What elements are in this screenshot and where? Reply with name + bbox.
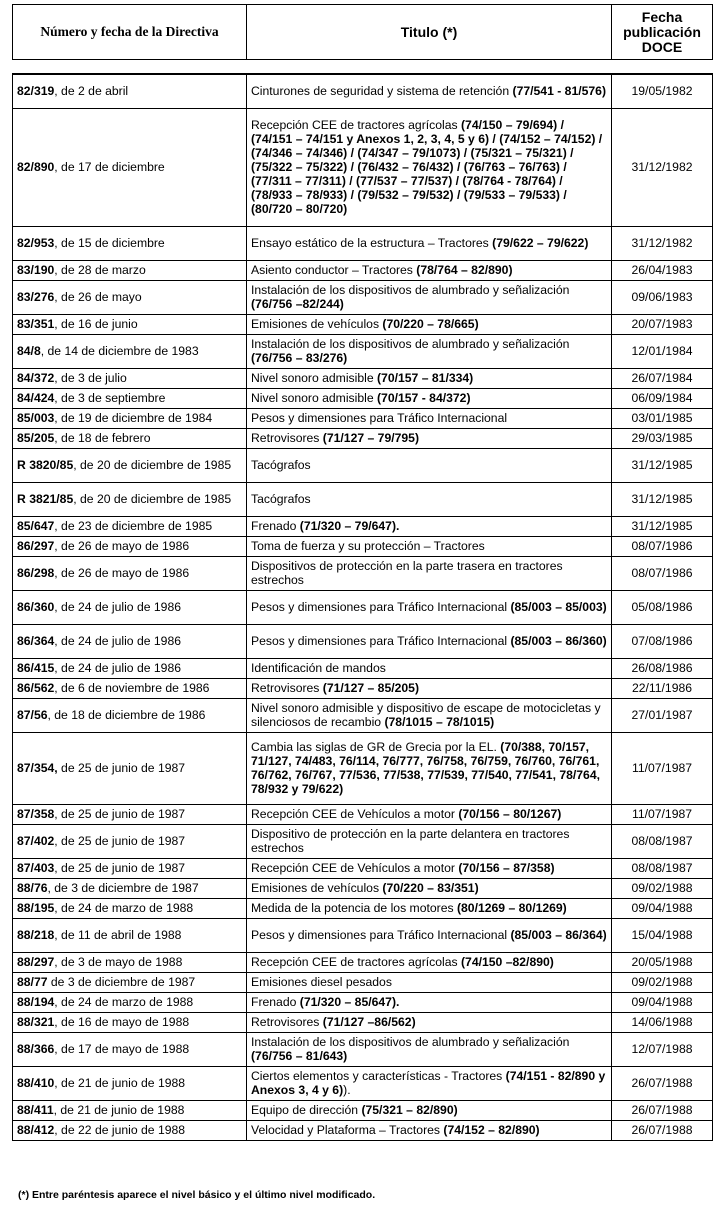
title-reference: (70/388, 70/157, 71/127, 74/483, 76/114, 76/777, 76/758, 76/759, 76/760, 76/761, 76/762, 76/767, 77/536, 77/538, 77/539, 77/540, 77/541, 78/764, 78/932 y 79/622) — [251, 740, 601, 796]
title-text: Tacógrafos — [251, 492, 311, 506]
title-cell — [247, 992, 612, 1012]
title-cell — [247, 482, 612, 516]
directive-date: , de 17 de diciembre — [54, 160, 165, 174]
title-cell — [247, 556, 612, 590]
table-row — [13, 516, 713, 536]
directive-number: 87/358 — [17, 807, 55, 821]
directive-number: 86/298 — [17, 566, 55, 580]
title-reference: (76/756 – 83/276) — [251, 351, 348, 365]
directive-date: , de 14 de diciembre de 1983 — [40, 344, 199, 358]
publication-date: 08/07/1986 — [612, 556, 713, 590]
directive-cell — [13, 1066, 247, 1100]
title-text: Asiento conductor – Tractores — [251, 263, 417, 277]
title-text: Medida de la potencia de los motores — [251, 901, 457, 915]
table-row — [13, 74, 713, 108]
title-cell — [247, 408, 612, 428]
table-row — [13, 678, 713, 698]
directive-date: , de 25 de junio de 1987 — [54, 861, 186, 875]
title-text: Equipo de dirección — [251, 1103, 362, 1117]
title-cell — [247, 1100, 612, 1120]
header-title: Titulo (*) — [247, 5, 612, 60]
directive-date: de 3 de diciembre de 1987 — [47, 975, 196, 989]
directive-number: R 3820/85 — [17, 458, 74, 472]
publication-date: 31/12/1982 — [612, 108, 713, 226]
publication-date: 26/07/1988 — [612, 1120, 713, 1140]
directive-date: , de 22 de junio de 1988 — [54, 1123, 186, 1137]
publication-date: 15/04/1988 — [612, 918, 713, 952]
directive-cell — [13, 624, 247, 658]
directive-date: , de 26 de mayo de 1986 — [54, 566, 190, 580]
publication-date: 08/08/1987 — [612, 858, 713, 878]
title-text: Nivel sonoro admisible y dispositivo de escape de motocicletas y silenciosos de recambio — [251, 701, 601, 729]
title-text: Nivel sonoro admisible — [251, 391, 377, 405]
title-cell — [247, 448, 612, 482]
title-reference: (71/127 –86/562) — [322, 1015, 416, 1029]
title-cell — [247, 314, 612, 334]
title-text: Pesos y dimensiones para Tráfico Internacional — [251, 634, 511, 648]
directive-cell — [13, 698, 247, 732]
directive-cell — [13, 590, 247, 624]
directive-date: , de 3 de julio — [54, 371, 127, 385]
directive-cell — [13, 536, 247, 556]
directive-date: , de 24 de julio de 1986 — [54, 600, 182, 614]
title-text: Frenado — [251, 519, 300, 533]
title-text: Nivel sonoro admisible — [251, 371, 377, 385]
directive-number: 88/195 — [17, 901, 55, 915]
directive-date: , de 24 de marzo de 1988 — [54, 995, 194, 1009]
table-row — [13, 658, 713, 678]
directive-date: de 25 de junio de 1987 — [57, 761, 186, 775]
title-text: Emisiones de vehículos — [251, 881, 383, 895]
title-text: Dispositivo de protección en la parte delantera en tractores estrechos — [251, 827, 570, 855]
directive-number: 88/297 — [17, 955, 55, 969]
directive-cell — [13, 898, 247, 918]
title-cell — [247, 74, 612, 108]
directive-cell — [13, 74, 247, 108]
table-row — [13, 918, 713, 952]
title-cell — [247, 590, 612, 624]
directive-cell — [13, 824, 247, 858]
directive-number: 85/003 — [17, 411, 55, 425]
table-row — [13, 536, 713, 556]
title-reference: (75/321 – 82/890) — [361, 1103, 458, 1117]
title-reference: (71/127 – 79/795) — [322, 431, 420, 445]
title-reference: (71/320 – 79/647). — [299, 519, 400, 533]
publication-date: 31/12/1985 — [612, 482, 713, 516]
title-cell — [247, 952, 612, 972]
table-row — [13, 280, 713, 314]
directive-date: , de 24 de julio de 1986 — [54, 661, 182, 675]
directive-date: , de 21 de junio de 1988 — [54, 1076, 186, 1090]
title-text: Retrovisores — [251, 681, 323, 695]
title-reference: (85/003 – 85/003) — [510, 600, 607, 614]
header-row — [13, 5, 713, 60]
directive-date: , de 16 de junio — [54, 317, 138, 331]
table-row — [13, 590, 713, 624]
title-reference: (79/622 – 79/622) — [492, 236, 589, 250]
header-pub-line3: DOCE — [641, 38, 683, 55]
directive-cell — [13, 428, 247, 448]
publication-date: 19/05/1982 — [612, 74, 713, 108]
table-row — [13, 260, 713, 280]
directive-number: 84/8 — [17, 344, 41, 358]
title-cell — [247, 334, 612, 368]
directive-cell — [13, 516, 247, 536]
directive-cell — [13, 732, 247, 804]
title-text: Emisiones de vehículos — [251, 317, 383, 331]
title-text: Frenado — [251, 995, 300, 1009]
title-cell — [247, 858, 612, 878]
table-row — [13, 804, 713, 824]
directive-cell — [13, 1012, 247, 1032]
directive-cell — [13, 804, 247, 824]
directive-number: 87/354, — [17, 761, 58, 775]
title-text: Emisiones diesel pesados — [251, 975, 392, 989]
directive-number: 85/647 — [17, 519, 55, 533]
title-cell — [247, 1032, 612, 1066]
title-text: Tacógrafos — [251, 458, 311, 472]
directive-date: , de 25 de junio de 1987 — [54, 807, 186, 821]
directive-date: , de 16 de mayo de 1988 — [54, 1015, 190, 1029]
directive-cell — [13, 226, 247, 260]
title-text: Cambia las siglas de GR de Grecia por la EL. — [251, 740, 501, 754]
title-text: Dispositivos de protección en la parte trasera en tractores estrechos — [251, 559, 563, 587]
directive-date: , de 24 de julio de 1986 — [54, 634, 182, 648]
directive-number: 82/319 — [17, 84, 55, 99]
table-row — [13, 368, 713, 388]
table-row — [13, 1032, 713, 1066]
title-cell — [247, 658, 612, 678]
publication-date: 27/01/1987 — [612, 698, 713, 732]
publication-date: 09/06/1983 — [612, 280, 713, 314]
title-cell — [247, 368, 612, 388]
directive-number: 88/410 — [17, 1076, 55, 1090]
directive-cell — [13, 280, 247, 314]
directive-cell — [13, 952, 247, 972]
directive-number: 88/218 — [17, 928, 55, 942]
title-text: Pesos y dimensiones para Tráfico Internacional — [251, 600, 511, 614]
title-reference: (70/156 – 80/1267) — [458, 807, 562, 821]
publication-date: 09/02/1988 — [612, 972, 713, 992]
publication-date: 26/07/1984 — [612, 368, 713, 388]
table-row — [13, 1066, 713, 1100]
table-row — [13, 482, 713, 516]
footnote: (*) Entre paréntesis aparece el nivel básico y el último nivel modificado. — [18, 1189, 376, 1201]
directive-number: 83/276 — [17, 290, 55, 304]
publication-date: 26/07/1988 — [612, 1100, 713, 1120]
table-row — [13, 388, 713, 408]
title-reference: (85/003 – 86/364) — [510, 928, 607, 942]
directive-number: 83/351 — [17, 317, 55, 331]
publication-date: 08/07/1986 — [612, 536, 713, 556]
directive-cell — [13, 408, 247, 428]
publication-date: 26/08/1986 — [612, 658, 713, 678]
title-cell — [247, 260, 612, 280]
header-pub-line2: publicación — [623, 23, 701, 40]
title-text: Ensayo estático de la estructura – Tractores — [251, 236, 493, 250]
title-text: Cinturones de seguridad y sistema de retención — [251, 84, 513, 99]
title-reference: (70/156 – 87/358) — [458, 861, 555, 875]
directive-date: , de 26 de mayo — [54, 290, 142, 304]
directive-cell — [13, 314, 247, 334]
title-reference: (74/152 – 82/890) — [443, 1123, 540, 1137]
title-reference: (76/756 – 81/643) — [251, 1049, 348, 1063]
directive-date: , de 3 de mayo de 1988 — [54, 955, 183, 969]
table-row — [13, 556, 713, 590]
directive-date: , de 2 de abril — [54, 84, 129, 99]
publication-date: 12/07/1988 — [612, 1032, 713, 1066]
directive-cell — [13, 368, 247, 388]
directive-date: , de 3 de diciembre de 1987 — [47, 881, 199, 895]
directive-cell — [13, 482, 247, 516]
directive-number: 87/402 — [17, 834, 55, 848]
directive-cell — [13, 1100, 247, 1120]
directive-cell — [13, 878, 247, 898]
title-cell — [247, 516, 612, 536]
title-cell — [247, 1012, 612, 1032]
directive-date: , de 3 de septiembre — [54, 391, 166, 405]
table-row — [13, 732, 713, 804]
table-row — [13, 334, 713, 368]
publication-date: 31/12/1985 — [612, 448, 713, 482]
title-text: Ciertos elementos y características - Tractores — [251, 1069, 506, 1083]
title-reference: (74/150 – 79/694) / (74/151 – 74/151 y Anexos 1, 2, 3, 4, 5 y 6) / (74/152 – 74/152) / (74/346 – 74/346) / (74/347 – 79/1073) / (75/321 – 75/321) / (75/322 – 75/322) / (76/432 – 76/432) / (76/763 – 76/763) / (77/311 – 77/311) / (77/537 – 77/537) / (78/764 - 78/764) / (78/933 – 78/933) / (79/532 – 79/532) / (79/533 – 79/533) / (80/720 – 80/720) — [251, 118, 603, 216]
publication-date: 05/08/1986 — [612, 590, 713, 624]
directive-number: 88/194 — [17, 995, 55, 1009]
title-cell — [247, 428, 612, 448]
directive-date: , de 15 de diciembre — [54, 236, 165, 250]
title-cell — [247, 918, 612, 952]
title-cell — [247, 226, 612, 260]
header-pub-line1: Fecha — [641, 8, 683, 25]
title-reference: (70/157 – 81/334) — [377, 371, 474, 385]
publication-date: 07/08/1986 — [612, 624, 713, 658]
publication-date: 22/11/1986 — [612, 678, 713, 698]
directive-date: , de 24 de marzo de 1988 — [54, 901, 194, 915]
title-cell — [247, 624, 612, 658]
directive-cell — [13, 858, 247, 878]
title-reference: (85/003 – 86/360) — [510, 634, 607, 648]
directive-date: , de 25 de junio de 1987 — [54, 834, 186, 848]
table-row — [13, 824, 713, 858]
directive-number: 88/77 — [17, 975, 48, 989]
title-reference: (70/220 – 78/665) — [382, 317, 479, 331]
publication-date: 06/09/1984 — [612, 388, 713, 408]
title-cell — [247, 536, 612, 556]
table-row — [13, 314, 713, 334]
directive-date: , de 23 de diciembre de 1985 — [54, 519, 213, 533]
title-text: Instalación de los dispositivos de alumbrado y señalización — [251, 337, 570, 351]
table-row — [13, 878, 713, 898]
directive-cell — [13, 678, 247, 698]
title-reference: (70/220 – 83/351) — [382, 881, 479, 895]
directive-date: , de 17 de mayo de 1988 — [54, 1042, 190, 1056]
directive-cell — [13, 260, 247, 280]
table-row — [13, 698, 713, 732]
table-row — [13, 898, 713, 918]
title-text: Recepción CEE de tractores agrícolas — [251, 118, 461, 132]
title-reference: (71/320 – 85/647). — [299, 995, 400, 1009]
publication-date: 20/07/1983 — [612, 314, 713, 334]
publication-date: 29/03/1985 — [612, 428, 713, 448]
table-row — [13, 108, 713, 226]
directive-number: 84/372 — [17, 371, 55, 385]
title-text: Retrovisores — [251, 1015, 323, 1029]
title-cell — [247, 804, 612, 824]
publication-date: 09/02/1988 — [612, 878, 713, 898]
title-text: Recepción CEE de Vehículos a motor — [251, 861, 459, 875]
title-reference: (74/150 –82/890) — [461, 955, 554, 969]
title-cell — [247, 824, 612, 858]
directive-cell — [13, 334, 247, 368]
table-row — [13, 1100, 713, 1120]
title-cell — [247, 698, 612, 732]
title-reference: (78/764 – 82/890) — [416, 263, 513, 277]
publication-date: 11/07/1987 — [612, 732, 713, 804]
title-cell — [247, 280, 612, 314]
directive-number: 82/953 — [17, 236, 55, 250]
publication-date: 12/01/1984 — [612, 334, 713, 368]
title-text: Instalación de los dispositivos de alumbrado y señalización — [251, 283, 570, 297]
title-text: Recepción CEE de tractores agrícolas — [251, 955, 461, 969]
title-text: Instalación de los dispositivos de alumbrado y señalización — [251, 1035, 570, 1049]
directive-number: R 3821/85 — [17, 492, 74, 506]
title-cell — [247, 732, 612, 804]
directive-number: 88/366 — [17, 1042, 55, 1056]
directive-number: 85/205 — [17, 431, 55, 445]
directive-date: , de 11 de abril de 1988 — [54, 928, 182, 942]
directive-cell — [13, 918, 247, 952]
header-table — [12, 4, 713, 60]
publication-date: 11/07/1987 — [612, 804, 713, 824]
directive-cell — [13, 388, 247, 408]
title-tail: ). — [343, 1083, 351, 1097]
directive-cell — [13, 972, 247, 992]
table-row — [13, 226, 713, 260]
title-cell — [247, 108, 612, 226]
directive-date: , de 19 de diciembre de 1984 — [54, 411, 213, 425]
directive-cell — [13, 992, 247, 1012]
directive-date: , de 26 de mayo de 1986 — [54, 539, 190, 553]
directives-table — [12, 73, 713, 1141]
directive-number: 82/890 — [17, 160, 55, 174]
table-row — [13, 448, 713, 482]
directive-number: 87/403 — [17, 861, 55, 875]
directive-date: , de 6 de noviembre de 1986 — [54, 681, 210, 695]
directive-date: , de 18 de diciembre de 1986 — [47, 708, 206, 722]
directive-number: 86/364 — [17, 634, 55, 648]
header-directive: Número y fecha de la Directiva — [13, 5, 247, 60]
publication-date: 31/12/1985 — [612, 516, 713, 536]
title-text: Recepción CEE de Vehículos a motor — [251, 807, 459, 821]
title-reference: (76/756 –82/244) — [251, 297, 344, 311]
table-row — [13, 1012, 713, 1032]
title-reference: (77/541 - 81/576) — [512, 84, 607, 99]
publication-date: 09/04/1988 — [612, 992, 713, 1012]
directive-number: 88/321 — [17, 1015, 55, 1029]
directive-number: 86/360 — [17, 600, 55, 614]
directive-number: 88/412 — [17, 1123, 55, 1137]
directive-cell — [13, 1032, 247, 1066]
directive-number: 88/76 — [17, 881, 48, 895]
publication-date: 20/05/1988 — [612, 952, 713, 972]
directive-number: 86/415 — [17, 661, 55, 675]
publication-date: 03/01/1985 — [612, 408, 713, 428]
table-row — [13, 992, 713, 1012]
title-reference: (80/1269 – 80/1269) — [456, 901, 567, 915]
publication-date: 08/08/1987 — [612, 824, 713, 858]
directive-cell — [13, 448, 247, 482]
table-row — [13, 1120, 713, 1140]
title-text: Retrovisores — [251, 431, 323, 445]
title-cell — [247, 972, 612, 992]
table-row — [13, 624, 713, 658]
directive-number: 86/562 — [17, 681, 55, 695]
title-text: Identificación de mandos — [251, 661, 386, 675]
title-reference: (78/1015 – 78/1015) — [384, 715, 495, 729]
directive-number: 83/190 — [17, 263, 55, 277]
title-reference: (74/151 - 82/890 y Anexos 3, 4 y 6) — [251, 1069, 606, 1097]
title-cell — [247, 878, 612, 898]
table-row — [13, 408, 713, 428]
title-reference: (71/127 – 85/205) — [322, 681, 420, 695]
title-text: Velocidad y Plataforma – Tractores — [251, 1123, 444, 1137]
directive-date: , de 21 de junio de 1988 — [53, 1103, 185, 1117]
publication-date: 09/04/1988 — [612, 898, 713, 918]
directive-date: , de 28 de marzo — [54, 263, 146, 277]
title-reference: (70/157 - 84/372) — [377, 391, 471, 405]
header-publication-date — [612, 5, 713, 60]
publication-date: 14/06/1988 — [612, 1012, 713, 1032]
directive-number: 84/424 — [17, 391, 55, 405]
directive-date: , de 20 de diciembre de 1985 — [73, 458, 232, 472]
title-text: Toma de fuerza y su protección – Tractores — [251, 539, 485, 553]
table-row — [13, 972, 713, 992]
directive-date: , de 20 de diciembre de 1985 — [73, 492, 232, 506]
title-cell — [247, 388, 612, 408]
table-row — [13, 428, 713, 448]
table-row — [13, 952, 713, 972]
directive-number: 86/297 — [17, 539, 55, 553]
title-text: Pesos y dimensiones para Tráfico Internacional — [251, 411, 508, 425]
directive-cell — [13, 658, 247, 678]
directive-cell — [13, 108, 247, 226]
title-cell — [247, 678, 612, 698]
directive-cell — [13, 556, 247, 590]
title-text: Pesos y dimensiones para Tráfico Internacional — [251, 928, 511, 942]
title-cell — [247, 1120, 612, 1140]
directive-number: 87/56 — [17, 708, 48, 722]
directive-cell — [13, 1120, 247, 1140]
table-row — [13, 858, 713, 878]
publication-date: 31/12/1982 — [612, 226, 713, 260]
title-cell — [247, 1066, 612, 1100]
publication-date: 26/07/1988 — [612, 1066, 713, 1100]
directive-number: 88/411 — [17, 1103, 54, 1117]
publication-date: 26/04/1983 — [612, 260, 713, 280]
directive-date: , de 18 de febrero — [54, 431, 151, 445]
title-cell — [247, 898, 612, 918]
